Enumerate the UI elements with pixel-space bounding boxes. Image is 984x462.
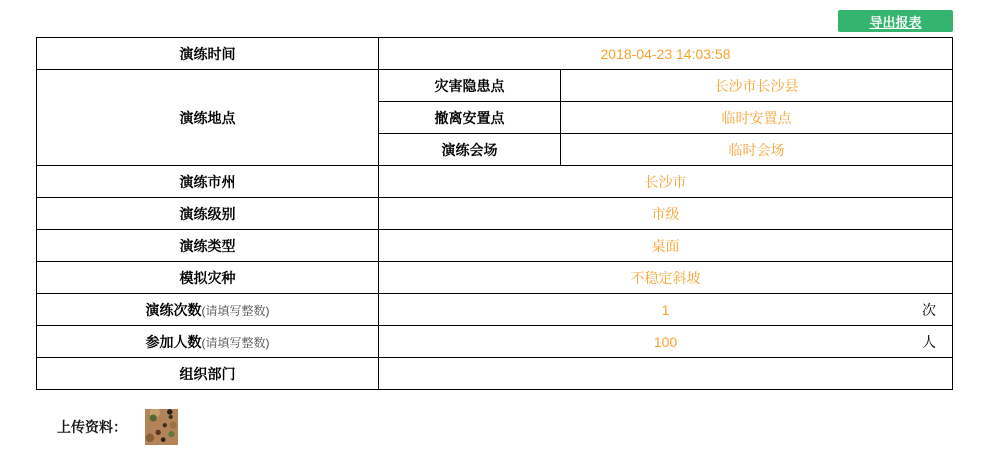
participant-count-label-hint: (请填写整数) xyxy=(201,335,270,350)
drill-count-value: 1 xyxy=(661,301,670,318)
drill-city-value: 长沙市 xyxy=(379,166,953,198)
table-row-org-department xyxy=(37,358,953,390)
table-row-drill-level xyxy=(37,198,953,230)
evacuation-point-label: 撤离安置点 xyxy=(379,102,561,134)
disaster-kind-label: 模拟灾种 xyxy=(37,262,379,294)
drill-type-label: 演练类型 xyxy=(37,230,379,262)
drill-count-cell xyxy=(379,294,953,326)
table-row-participant-count xyxy=(37,326,953,358)
soil-photo-thumbnail[interactable] xyxy=(145,409,178,445)
drill-venue-label: 演练会场 xyxy=(379,134,561,166)
table-row-drill-city xyxy=(37,166,953,198)
table-row-drill-time xyxy=(37,38,953,70)
disaster-kind-value: 不稳定斜坡 xyxy=(379,262,953,294)
participant-count-cell xyxy=(379,326,953,358)
participant-count-unit: 人 xyxy=(922,333,936,350)
drill-time-label: 演练时间 xyxy=(37,38,379,70)
participant-count-label xyxy=(37,326,379,358)
org-department-value xyxy=(379,358,953,390)
drill-time-value: 2018-04-23 14:03:58 xyxy=(379,38,953,70)
upload-section xyxy=(57,408,178,446)
drill-count-label xyxy=(37,294,379,326)
upload-label: 上传资料： xyxy=(57,419,127,435)
participant-count-label-main: 参加人数 xyxy=(145,333,202,350)
drill-count-unit: 次 xyxy=(922,301,936,318)
hazard-point-value: 长沙市长沙县 xyxy=(561,70,953,102)
hazard-point-label: 灾害隐患点 xyxy=(379,70,561,102)
drill-report-table xyxy=(36,37,953,390)
org-department-label: 组织部门 xyxy=(37,358,379,390)
participant-count-value: 100 xyxy=(653,333,678,350)
table-row-hazard-point xyxy=(37,70,953,102)
table-row-disaster-kind xyxy=(37,262,953,294)
drill-count-label-main: 演练次数 xyxy=(145,301,202,318)
table-row-drill-type xyxy=(37,230,953,262)
evacuation-point-value: 临时安置点 xyxy=(561,102,953,134)
drill-level-label: 演练级别 xyxy=(37,198,379,230)
drill-venue-value: 临时会场 xyxy=(561,134,953,166)
export-report-button[interactable] xyxy=(838,10,953,32)
drill-level-value: 市级 xyxy=(379,198,953,230)
drill-count-label-hint: (请填写整数) xyxy=(201,303,270,318)
drill-location-label: 演练地点 xyxy=(37,70,379,166)
drill-type-value: 桌面 xyxy=(379,230,953,262)
table-row-drill-count xyxy=(37,294,953,326)
export-report-label: 导出报表 xyxy=(869,14,922,30)
drill-city-label: 演练市州 xyxy=(37,166,379,198)
